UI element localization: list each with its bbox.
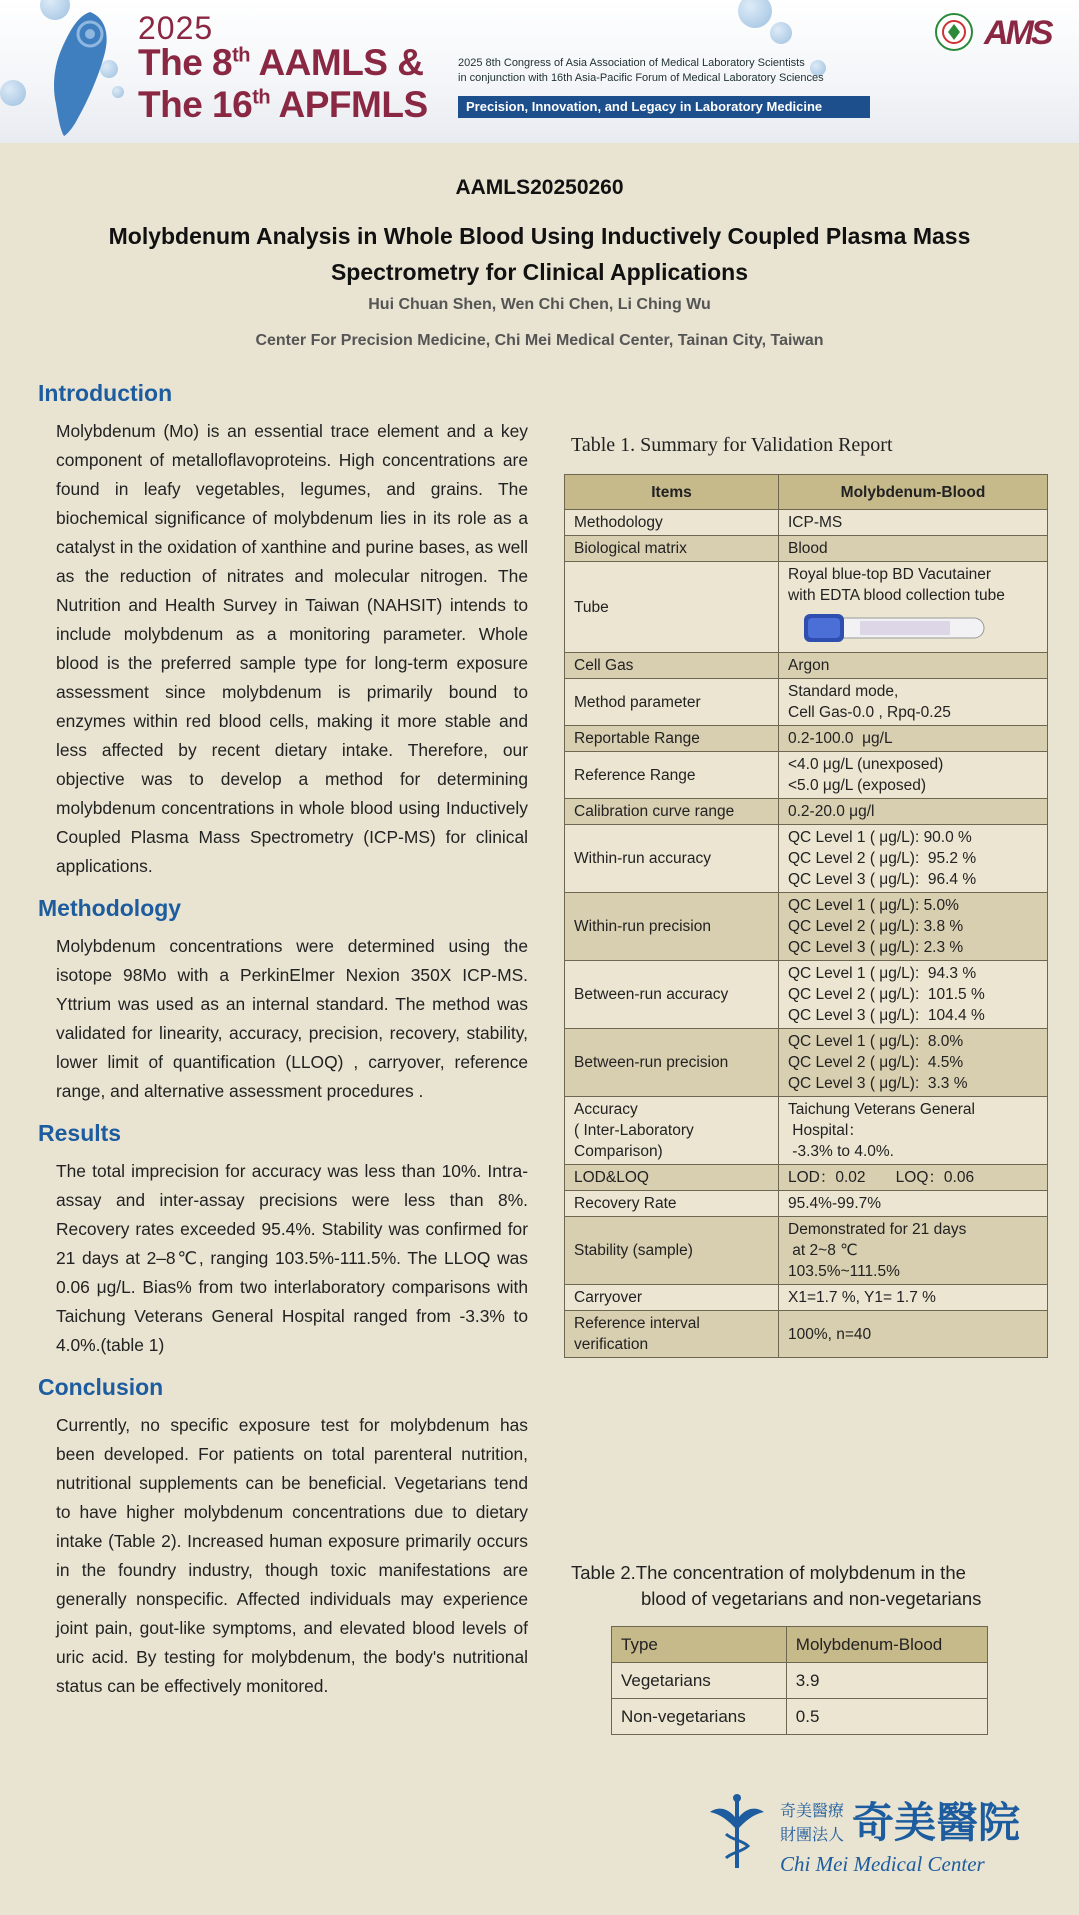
- table-cell-value: [779, 726, 1048, 752]
- table-cell-line: <4.0 μg/L (unexposed): [788, 756, 944, 773]
- table-cell-line: X1=1.7 %, Y1= 1.7 %: [788, 1289, 936, 1306]
- table-cell-item: Tube: [565, 562, 779, 653]
- table2-header-value: Molybdenum-Blood: [786, 1627, 987, 1663]
- table2-header-type: Type: [612, 1627, 787, 1663]
- table-cell-item: Between-run accuracy: [565, 961, 779, 1029]
- validation-table: [564, 474, 1048, 1358]
- table-cell-line: with EDTA blood collection tube: [788, 587, 1005, 604]
- methodology-text: Molybdenum concentrations were determined using the isotope 98Mo with a PerkinElmer Nexion 350X ICP-MS. Yttrium was used as an internal standard. The method was validated for linearity, accuracy, precision, recovery, stability, lower limit of quantification (LLOQ) , carryover, reference range, and alternative assessment procedures .: [56, 936, 528, 1101]
- vegetarian-table: [611, 1626, 988, 1735]
- table-cell-item: Recovery Rate: [565, 1191, 779, 1217]
- introduction-text: Molybdenum (Mo) is an essential trace element and a key component of metalloflavoproteins. High concentrations are found in leafy vegetables, legumes, and grains. The biochemical significance of molybdenum lies in its role as a catalyst in the oxidation of xanthine and purine bases, as well as the reduction of nitrates and molecular nitrogen. The Nutrition and Health Survey in Taiwan (NAHSIT) intends to include molybdenum as a monitoring parameter. Whole blood is the preferred sample type for long-term exposure assessment since molybdenum is primarily bound to enzymes within red blood cells, making it more stable and less affected by recent dietary intake. Therefore, our objective was to develop a method for determining molybdenum concentrations in whole blood using Inductively Coupled Plasma Mass Spectrometry (ICP-MS) for clinical applications.: [56, 421, 528, 876]
- chi-mei-logo: [704, 1790, 1024, 1878]
- table-cell-line: QC Level 3 ( μg/L): 2.3 %: [788, 939, 964, 956]
- table-cell-value: [779, 1217, 1048, 1285]
- table-cell-line: LOD：0.02 LOQ：0.06: [788, 1169, 975, 1186]
- table-row: [565, 825, 1048, 893]
- blood-tube-icon: [800, 610, 990, 646]
- table-cell-line: Cell Gas-0.0 , Rpq-0.25: [788, 704, 951, 721]
- table-row: [565, 893, 1048, 961]
- table-cell-line: 95.4%-99.7%: [788, 1195, 882, 1212]
- taiwan-map-icon: [28, 8, 128, 138]
- table-cell-item: Method parameter: [565, 679, 779, 726]
- table-cell-value: [779, 1191, 1048, 1217]
- results-text: The total imprecision for accuracy was less than 10%. Intra-assay and inter-assay precisions were less than 8%. Recovery rates exceeded 95.4%. Stability was confirmed for 21 days at 2–8℃, ranging 103.5%-111.5%. The LLOQ was 0.06 μg/L. Bias% from two interlaboratory comparisons with Taichung Veterans General Hospital ranged from -3.3% to 4.0%.(table 1): [56, 1161, 528, 1355]
- table-cell-item: LOD&LOQ: [565, 1165, 779, 1191]
- table1-caption: Table 1. Summary for Validation Report: [571, 434, 893, 456]
- conference-tagline: Precision, Innovation, and Legacy in Laboratory Medicine: [458, 96, 870, 118]
- table-cell-value: 3.9: [786, 1663, 987, 1699]
- authors: Hui Chuan Shen, Wen Chi Chen, Li Ching Wu: [368, 296, 711, 313]
- table-cell-line: Demonstrated for 21 days: [788, 1221, 967, 1238]
- table-cell-line: at 2~8 ℃: [788, 1242, 858, 1259]
- org-name-en: Chi Mei Medical Center: [780, 1852, 985, 1876]
- conclusion-text: Currently, no specific exposure test for molybdenum has been developed. For patients on total parenteral nutrition, nutritional supplements can be beneficial. Vegetarians tend to have higher molybdenum concentrations due to dietary intake (Table 2). Increased human exposure primarily occurs in the foundry industry, though toxic manifestations are generally nonspecific. Affected individuals may experience joint pain, gout-like symptoms, and elevated blood levels of uric acid. By testing for molybdenum, the body's nutritional status can be effectively monitored.: [56, 1415, 528, 1696]
- table-row: [565, 961, 1048, 1029]
- table-cell-line: Taichung Veterans General: [788, 1101, 975, 1118]
- table-cell-value: [779, 752, 1048, 799]
- table1-header-value: Molybdenum-Blood: [779, 475, 1048, 510]
- abstract-code: AAMLS20250260: [455, 176, 624, 199]
- table-row: [565, 1217, 1048, 1285]
- decor-bubble: [0, 80, 26, 106]
- table-cell-line: QC Level 2 ( μg/L): 95.2 %: [788, 850, 977, 867]
- table-row: [612, 1627, 988, 1663]
- table-row: [565, 1165, 1048, 1191]
- table-cell-line: -3.3% to 4.0%.: [788, 1143, 894, 1160]
- ams-logo: AMS: [984, 14, 1051, 52]
- table-row: [565, 726, 1048, 752]
- association-seal-icon: [934, 12, 974, 52]
- table-cell-value: [779, 1285, 1048, 1311]
- conference-banner: [0, 0, 1079, 143]
- table-cell-value: [779, 562, 1048, 653]
- table-cell-value: [779, 510, 1048, 536]
- table-cell-line: QC Level 2 ( μg/L): 101.5 %: [788, 986, 985, 1003]
- table-cell-item: Reportable Range: [565, 726, 779, 752]
- table-row: [565, 510, 1048, 536]
- conclusion-heading: Conclusion: [38, 1374, 164, 1400]
- paper-title: Molybdenum Analysis in Whole Blood Using Inductively Coupled Plasma Mass Spectrometry for Clinical Applications: [108, 223, 971, 285]
- table-cell-item: Calibration curve range: [565, 799, 779, 825]
- table-row: [612, 1699, 988, 1735]
- table-cell-item: Stability (sample): [565, 1217, 779, 1285]
- table-cell-line: QC Level 2 ( μg/L): 4.5%: [788, 1054, 964, 1071]
- table-cell-line: ICP-MS: [788, 514, 843, 531]
- caduceus-icon: [704, 1790, 770, 1874]
- table-cell-value: [779, 1165, 1048, 1191]
- table-cell-value: [779, 799, 1048, 825]
- table-cell-item: Carryover: [565, 1285, 779, 1311]
- table-cell-line: QC Level 1 ( μg/L): 94.3 %: [788, 965, 977, 982]
- table-cell-item: Cell Gas: [565, 653, 779, 679]
- table-cell-line: Standard mode,: [788, 683, 899, 700]
- table-cell-type: Vegetarians: [612, 1663, 787, 1699]
- table1-header-items: Items: [565, 475, 779, 510]
- org-name-cn-1: 奇美醫療: [780, 1803, 845, 1820]
- table-cell-item: Reference Range: [565, 752, 779, 799]
- table-cell-line: 0.2-100.0 μg/L: [788, 730, 893, 747]
- conference-year: 2025: [138, 10, 214, 46]
- table-cell-line: 100%, n=40: [788, 1325, 872, 1343]
- decor-bubble: [738, 0, 772, 28]
- table-cell-line: QC Level 3 ( μg/L): 96.4 %: [788, 871, 977, 888]
- table-cell-value: [779, 1311, 1048, 1358]
- conference-title-line1: The 8th AAMLS &: [138, 42, 424, 83]
- table-cell-line: QC Level 1 ( μg/L): 8.0%: [788, 1033, 964, 1050]
- methodology-heading: Methodology: [38, 895, 182, 921]
- results-heading: Results: [38, 1120, 122, 1146]
- table-row: [612, 1663, 988, 1699]
- table-row: [565, 1191, 1048, 1217]
- table-row: [565, 679, 1048, 726]
- table-cell-item: Biological matrix: [565, 536, 779, 562]
- table-cell-value: [779, 653, 1048, 679]
- table-cell-line: Hospital：: [788, 1122, 864, 1139]
- table-row: [565, 653, 1048, 679]
- table-cell-type: Non-vegetarians: [612, 1699, 787, 1735]
- table-row: [565, 752, 1048, 799]
- table-cell-item: Methodology: [565, 510, 779, 536]
- table-cell-value: [779, 1097, 1048, 1165]
- table-row: [565, 799, 1048, 825]
- table-row: [565, 562, 1048, 653]
- table-cell-value: [779, 679, 1048, 726]
- table-cell-line: 0.2-20.0 μg/l: [788, 803, 875, 820]
- affiliation: Center For Precision Medicine, Chi Mei Medical Center, Tainan City, Taiwan: [255, 332, 824, 349]
- table-cell-item: Within-run precision: [565, 893, 779, 961]
- introduction-heading: Introduction: [38, 380, 173, 406]
- table-row: [565, 1097, 1048, 1165]
- table-cell-line: Argon: [788, 657, 830, 674]
- table-cell-line: Royal blue-top BD Vacutainer: [788, 566, 992, 583]
- table-cell-value: 0.5: [786, 1699, 987, 1735]
- table-cell-line: QC Level 3 ( μg/L): 3.3 %: [788, 1075, 968, 1092]
- table-cell-value: [779, 1029, 1048, 1097]
- table-cell-value: [779, 825, 1048, 893]
- conference-title-line2: The 16th APFMLS: [138, 84, 428, 125]
- table-cell-line: QC Level 1 ( μg/L): 90.0 %: [788, 829, 972, 846]
- table-cell-item: Between-run precision: [565, 1029, 779, 1097]
- table-row: [565, 1029, 1048, 1097]
- left-column: [38, 380, 528, 1715]
- table2-caption: Table 2.The concentration of molybdenum in the blood of vegetarians and non-vegetarians: [571, 1562, 982, 1609]
- table-cell-line: 103.5%~111.5%: [788, 1263, 900, 1280]
- table-cell-line: QC Level 3 ( μg/L): 104.4 %: [788, 1007, 985, 1024]
- decor-bubble: [770, 22, 792, 44]
- table-row: [565, 1285, 1048, 1311]
- org-name-cn-big: 奇美醫院: [852, 1798, 1021, 1847]
- table-cell-line: Blood: [788, 540, 828, 557]
- table-cell-item: Reference interval verification: [565, 1311, 779, 1358]
- table-cell-line: <5.0 μg/L (exposed): [788, 777, 927, 794]
- table-cell-item: Accuracy ( Inter-Laboratory Comparison): [565, 1097, 779, 1165]
- table-cell-line: QC Level 2 ( μg/L): 3.8 %: [788, 918, 964, 935]
- table-cell-item: Within-run accuracy: [565, 825, 779, 893]
- congress-description: 2025 8th Congress of Asia Association of Medical Laboratory Scientists in conjunction with 16th Asia-Pacific Forum of Medical Laboratory Sciences: [458, 57, 824, 84]
- table-cell-value: [779, 536, 1048, 562]
- table-row: [565, 536, 1048, 562]
- table-cell-line: QC Level 1 ( μg/L): 5.0%: [788, 897, 959, 914]
- table-cell-value: [779, 893, 1048, 961]
- table-row: [565, 1311, 1048, 1358]
- table-cell-value: [779, 961, 1048, 1029]
- org-name-cn-2: 財團法人: [780, 1827, 845, 1844]
